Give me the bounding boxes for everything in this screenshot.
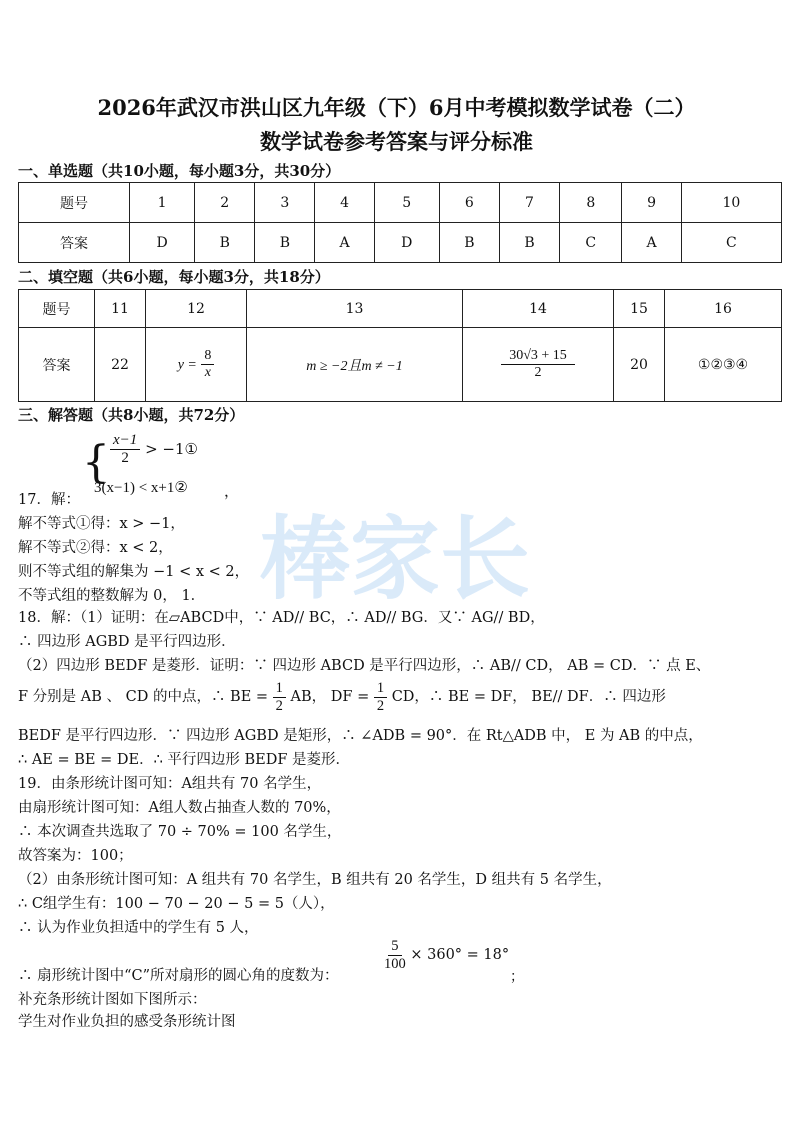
fraction-numerator: 8 bbox=[201, 348, 214, 365]
table-cell: 答案 bbox=[19, 223, 130, 263]
section3-heading: 三、解答题（共8小题，共72分） bbox=[18, 406, 245, 424]
table-row bbox=[19, 183, 782, 223]
q19-line-4: 故答案为：100； bbox=[18, 848, 133, 864]
table-cell: 14 bbox=[463, 290, 614, 328]
fraction-denominator: 2 bbox=[275, 697, 283, 714]
fraction-denominator: 100 bbox=[384, 955, 406, 972]
table-cell: 4 bbox=[315, 183, 374, 223]
q17-comma: ， bbox=[224, 482, 240, 500]
fraction-denominator: 2 bbox=[121, 450, 129, 467]
q19-line-1: 19．由条形统计图可知：A组共有 70 名学生， bbox=[18, 776, 322, 792]
table-cell: 9 bbox=[622, 183, 681, 223]
fraction-numerator: 30√3 + 15 bbox=[501, 348, 575, 365]
table-cell: 8 bbox=[560, 183, 622, 223]
q18-line-4a: F 分别是 AB 、 CD 的中点，∴ BE = bbox=[18, 689, 269, 706]
answer-14-fraction bbox=[501, 348, 575, 381]
table-cell: D bbox=[130, 223, 195, 263]
q17-line-3: 则不等式组的解集为 −1 < x < 2， bbox=[18, 564, 250, 580]
table-cell: C bbox=[681, 223, 781, 263]
q19-line-9: 补充条形统计图如下图所示： bbox=[18, 992, 207, 1008]
section2-table bbox=[18, 289, 782, 402]
table-cell: 5 bbox=[374, 183, 439, 223]
table-cell: 6 bbox=[439, 183, 499, 223]
q19-semicolon: ； bbox=[510, 969, 524, 985]
q17-line-2: 解不等式②得：x < 2， bbox=[18, 540, 173, 556]
answer-12-fraction bbox=[201, 348, 214, 381]
fraction-numerator: 1 bbox=[273, 680, 286, 698]
inequality-1 bbox=[110, 432, 198, 468]
q19-line-5: （2）由条形统计图可知：A 组共有 70 名学生，B 组共有 20 名学生，D 组共有 5 名学生， bbox=[18, 872, 612, 888]
q18-line-1: 18．解：（1）证明：在▱ABCD中，∵ AD// BC，∴ AD// BG．又∵ AG// BD， bbox=[18, 610, 545, 626]
inequality-2: 3(x−1) < x+1② bbox=[94, 480, 188, 496]
fraction-numerator: 5 bbox=[388, 938, 401, 956]
table-cell: 1 bbox=[130, 183, 195, 223]
table-cell: 13 bbox=[247, 290, 463, 328]
table-cell: 答案 bbox=[19, 328, 95, 402]
table-cell: 11 bbox=[95, 290, 146, 328]
table-cell: 15 bbox=[614, 290, 665, 328]
table-cell: B bbox=[439, 223, 499, 263]
page-subtitle: 数学试卷参考答案与评分标准 bbox=[260, 129, 533, 154]
table-cell: D bbox=[374, 223, 439, 263]
q19-line-2: 由扇形统计图可知：A组人数占抽查人数的 70%， bbox=[18, 800, 341, 816]
table-cell: m ≥ −2且m ≠ −1 bbox=[247, 328, 463, 402]
q17-line-1: 解不等式①得：x > −1， bbox=[18, 516, 185, 532]
q18-line-4b: AB， DF = bbox=[290, 689, 370, 706]
fraction-denominator: x bbox=[204, 365, 211, 380]
fraction-numerator: x−1 bbox=[110, 432, 140, 450]
watermark-text: 棒家长 bbox=[260, 507, 530, 608]
q18-line-4c: CD，∴ BE = DF， BE// DF．∴ 四边形 bbox=[391, 689, 666, 706]
q18-line-3: （2）四边形 BEDF 是菱形．证明：∵ 四边形 ABCD 是平行四边形，∴ AB// CD， AB = CD．∵ 点 E、 bbox=[18, 658, 711, 674]
table-row bbox=[19, 290, 782, 328]
table-cell: A bbox=[315, 223, 374, 263]
section1-table bbox=[18, 182, 782, 263]
table-cell: B bbox=[499, 223, 559, 263]
table-cell: 2 bbox=[195, 183, 255, 223]
fraction-numerator: 1 bbox=[374, 680, 387, 698]
watermark-logo bbox=[250, 498, 550, 608]
q19-line-7: ∴ 认为作业负担适中的学生有 5 人， bbox=[18, 920, 259, 936]
q19-line-10: 学生对作业负担的感受条形统计图 bbox=[18, 1014, 236, 1030]
q18-line-6: ∴ AE = BE = DE．∴ 平行四边形 BEDF 是菱形． bbox=[18, 752, 351, 768]
half-fraction bbox=[374, 680, 387, 714]
table-cell: 12 bbox=[146, 290, 247, 328]
q17-intro: 17．解： bbox=[18, 492, 80, 508]
q19-line-8: ∴ 扇形统计图中“C”所对扇形的圆心角的度数为： bbox=[18, 968, 339, 984]
table-cell: 3 bbox=[255, 183, 315, 223]
fraction-denominator: 2 bbox=[534, 365, 542, 380]
inequality-1-fraction bbox=[110, 432, 140, 468]
table-cell: B bbox=[255, 223, 315, 263]
table-cell: 7 bbox=[499, 183, 559, 223]
table-cell: 20 bbox=[614, 328, 665, 402]
table-cell: 10 bbox=[681, 183, 781, 223]
table-cell: 题号 bbox=[19, 290, 95, 328]
q18-line-5: BEDF 是平行四边形．∵ 四边形 AGBD 是矩形，∴ ∠ADB = 90°．在 Rt△ADB 中， E 为 AB 的中点， bbox=[18, 728, 703, 744]
table-cell: 16 bbox=[665, 290, 782, 328]
table-cell bbox=[146, 328, 247, 402]
table-cell bbox=[463, 328, 614, 402]
table-cell: 题号 bbox=[19, 183, 130, 223]
half-fraction bbox=[273, 680, 286, 714]
table-cell: A bbox=[622, 223, 681, 263]
q19-line-3: ∴ 本次调查共选取了 70 ÷ 70% = 100 名学生， bbox=[18, 824, 342, 840]
table-row bbox=[19, 328, 782, 402]
q19-line-6: ∴ C组学生有：100 − 70 − 20 − 5 = 5（人）， bbox=[18, 896, 335, 912]
q18-line-4 bbox=[18, 680, 666, 714]
brace: { bbox=[82, 437, 110, 488]
answer-12-lhs: y = bbox=[177, 357, 197, 373]
section2-heading: 二、填空题（共6小题，每小题3分，共18分） bbox=[18, 268, 330, 286]
table-cell: ①②③④ bbox=[665, 328, 782, 402]
table-row bbox=[19, 223, 782, 263]
angle-formula-rhs: × 360° = 18° bbox=[410, 947, 510, 964]
q18-line-2: ∴ 四边形 AGBD 是平行四边形． bbox=[18, 634, 236, 650]
angle-fraction bbox=[384, 938, 406, 972]
table-cell: C bbox=[560, 223, 622, 263]
q17-line-4: 不等式组的整数解为 0， 1． bbox=[18, 588, 206, 604]
table-cell: B bbox=[195, 223, 255, 263]
q19-angle-formula bbox=[384, 938, 509, 972]
section1-heading: 一、单选题（共10小题，每小题3分，共30分） bbox=[18, 162, 341, 180]
table-cell: 22 bbox=[95, 328, 146, 402]
inequality-1-rhs: > −1① bbox=[145, 439, 198, 458]
fraction-denominator: 2 bbox=[376, 697, 385, 714]
page-title: 2026年武汉市洪山区九年级（下）6月中考模拟数学试卷（二） bbox=[97, 95, 696, 120]
